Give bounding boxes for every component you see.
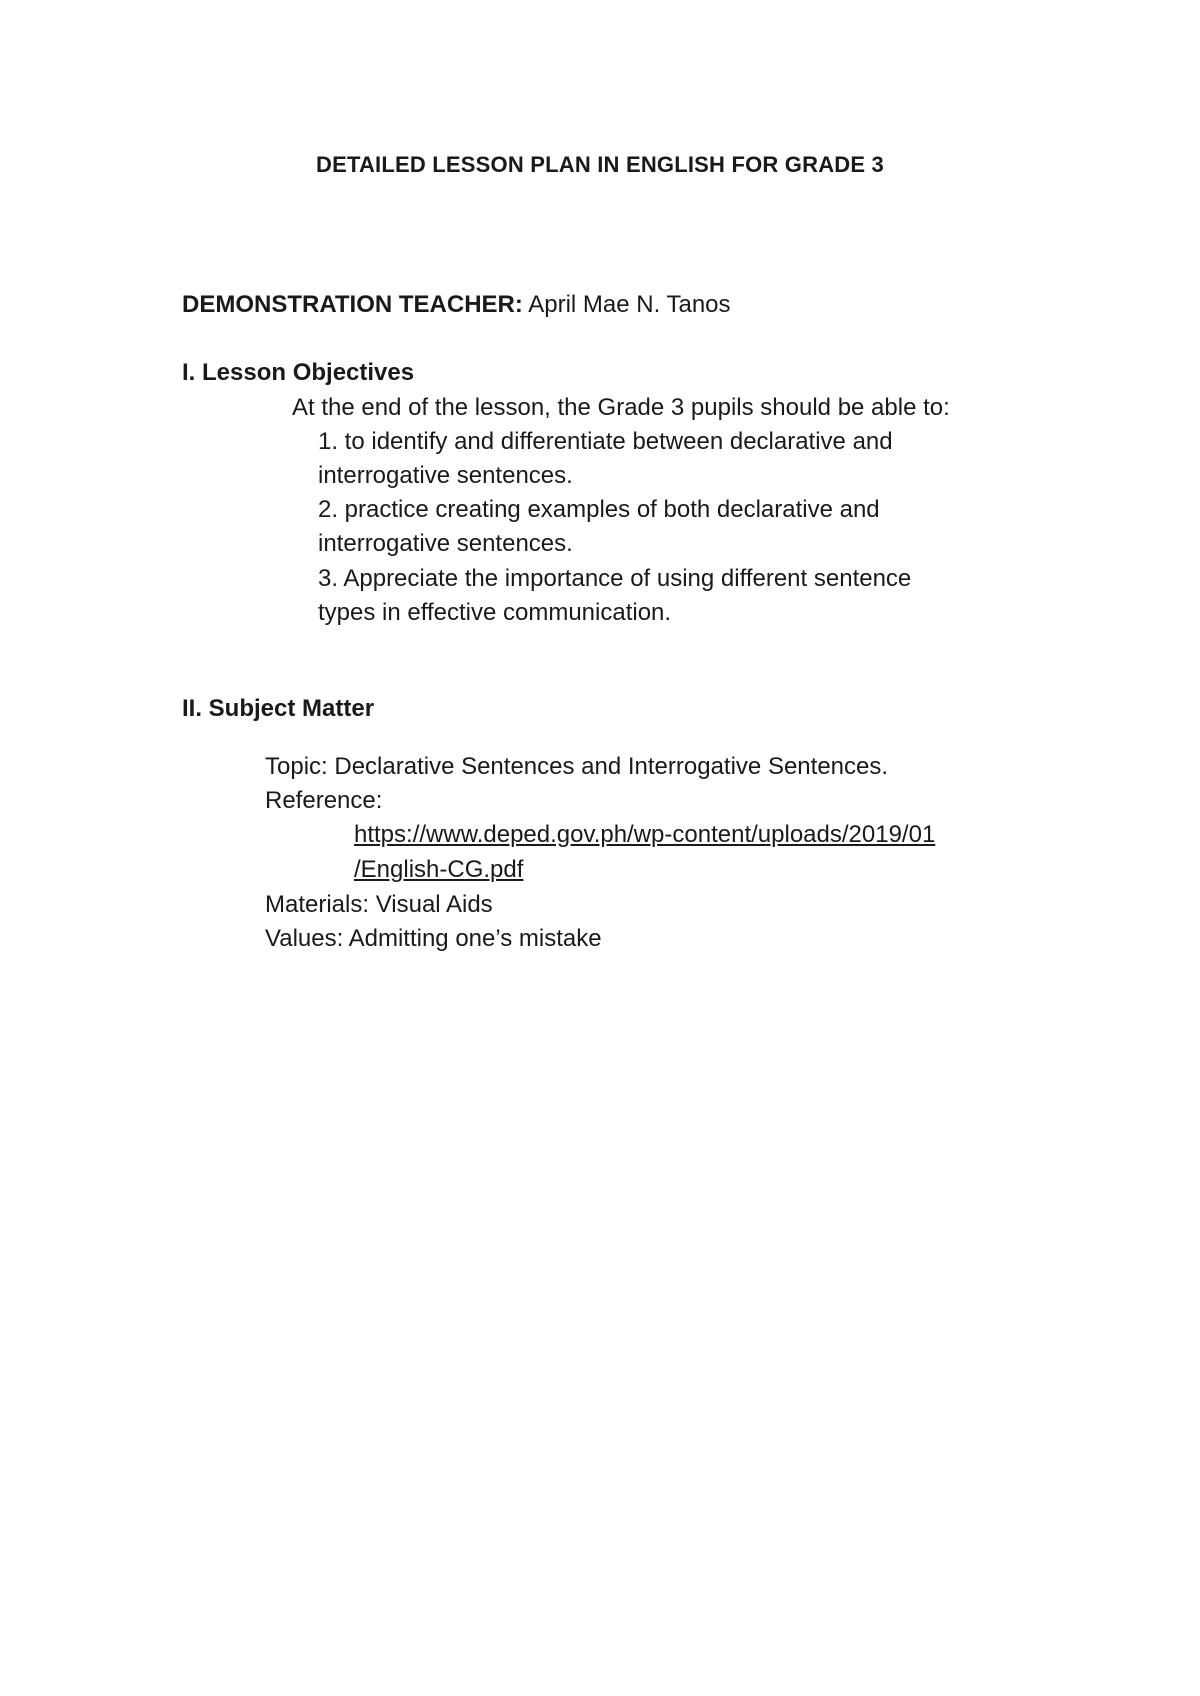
values-line: Values: Admitting one’s mistake xyxy=(265,925,602,952)
teacher-line xyxy=(182,290,731,320)
teacher-label: DEMONSTRATION TEACHER: xyxy=(182,291,523,318)
objective-1-line-1: 1. to identify and differentiate between declarative and xyxy=(318,428,893,455)
objective-1-line-2: interrogative sentences. xyxy=(318,462,573,489)
reference-link-line-2[interactable]: /English-CG.pdf xyxy=(354,856,524,883)
section-heading-subject-matter: II. Subject Matter xyxy=(182,695,375,722)
reference-link-line-1[interactable]: https://www.deped.gov.ph/wp-content/uploads/2019/01 xyxy=(354,821,936,848)
materials-line: Materials: Visual Aids xyxy=(265,891,493,918)
teacher-name: April Mae N. Tanos xyxy=(528,291,731,318)
document-title: DETAILED LESSON PLAN IN ENGLISH FOR GRADE 3 xyxy=(315,152,884,177)
objective-3-line-1: 3. Appreciate the importance of using different sentence xyxy=(318,565,912,592)
topic-line: Topic: Declarative Sentences and Interrogative Sentences. xyxy=(265,753,889,780)
objective-2-line-1: 2. practice creating examples of both declarative and xyxy=(318,496,880,523)
objectives-intro: At the end of the lesson, the Grade 3 pupils should be able to: xyxy=(292,394,950,421)
objective-2-line-2: interrogative sentences. xyxy=(318,530,573,557)
section-heading-lesson-objectives: I. Lesson Objectives xyxy=(182,359,415,386)
reference-label: Reference: xyxy=(265,787,383,814)
objective-3-line-2: types in effective communication. xyxy=(318,599,672,626)
